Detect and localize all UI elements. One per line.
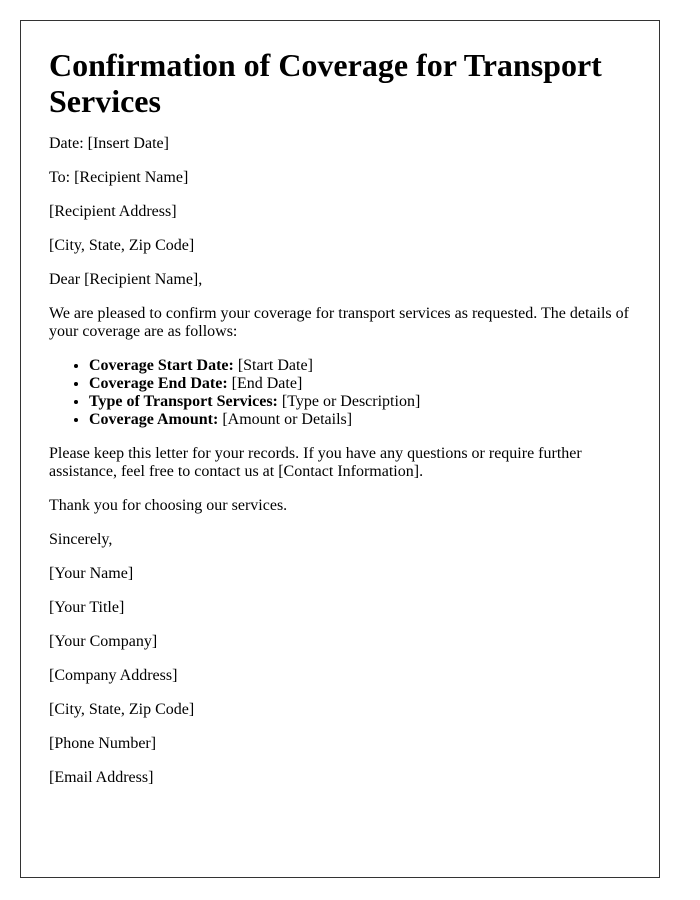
signature-company-address: [Company Address] (49, 667, 178, 684)
thanks-line: Thank you for choosing our services. (49, 497, 288, 514)
coverage-details-list (49, 357, 631, 429)
signature-name: [Your Name] (49, 565, 134, 582)
signature-company: [Your Company] (49, 633, 158, 650)
detail-value: [Amount or Details] (218, 411, 353, 428)
salutation: Dear [Recipient Name], (49, 271, 203, 288)
letter-title: Confirmation of Coverage for Transport Services (49, 47, 602, 119)
recipient-address: [Recipient Address] (49, 203, 177, 220)
signature-email: [Email Address] (49, 769, 154, 786)
detail-label: Coverage End Date: (89, 375, 228, 392)
detail-label: Coverage Amount: (89, 411, 219, 428)
detail-item (89, 357, 631, 375)
intro-paragraph: We are pleased to confirm your coverage for transport services as requested. The details of your coverage are as follows: (49, 305, 629, 340)
date-line: Date: [Insert Date] (49, 135, 169, 152)
detail-item (89, 375, 631, 393)
signature-title: [Your Title] (49, 599, 125, 616)
detail-item (89, 411, 631, 429)
records-note: Please keep this letter for your records. If you have any questions or require further assistance, feel free to contact us at [Contact Information]. (49, 445, 582, 480)
signature-phone: [Phone Number] (49, 735, 157, 752)
recipient-name-line: To: [Recipient Name] (49, 169, 189, 186)
recipient-city: [City, State, Zip Code] (49, 237, 195, 254)
detail-value: [Start Date] (233, 357, 313, 374)
detail-value: [Type or Description] (277, 393, 421, 410)
signature-city: [City, State, Zip Code] (49, 701, 195, 718)
detail-item (89, 393, 631, 411)
closing: Sincerely, (49, 531, 113, 548)
detail-label: Coverage Start Date: (89, 357, 234, 374)
letter (20, 20, 660, 878)
detail-value: [End Date] (227, 375, 303, 392)
detail-label: Type of Transport Services: (89, 393, 278, 410)
